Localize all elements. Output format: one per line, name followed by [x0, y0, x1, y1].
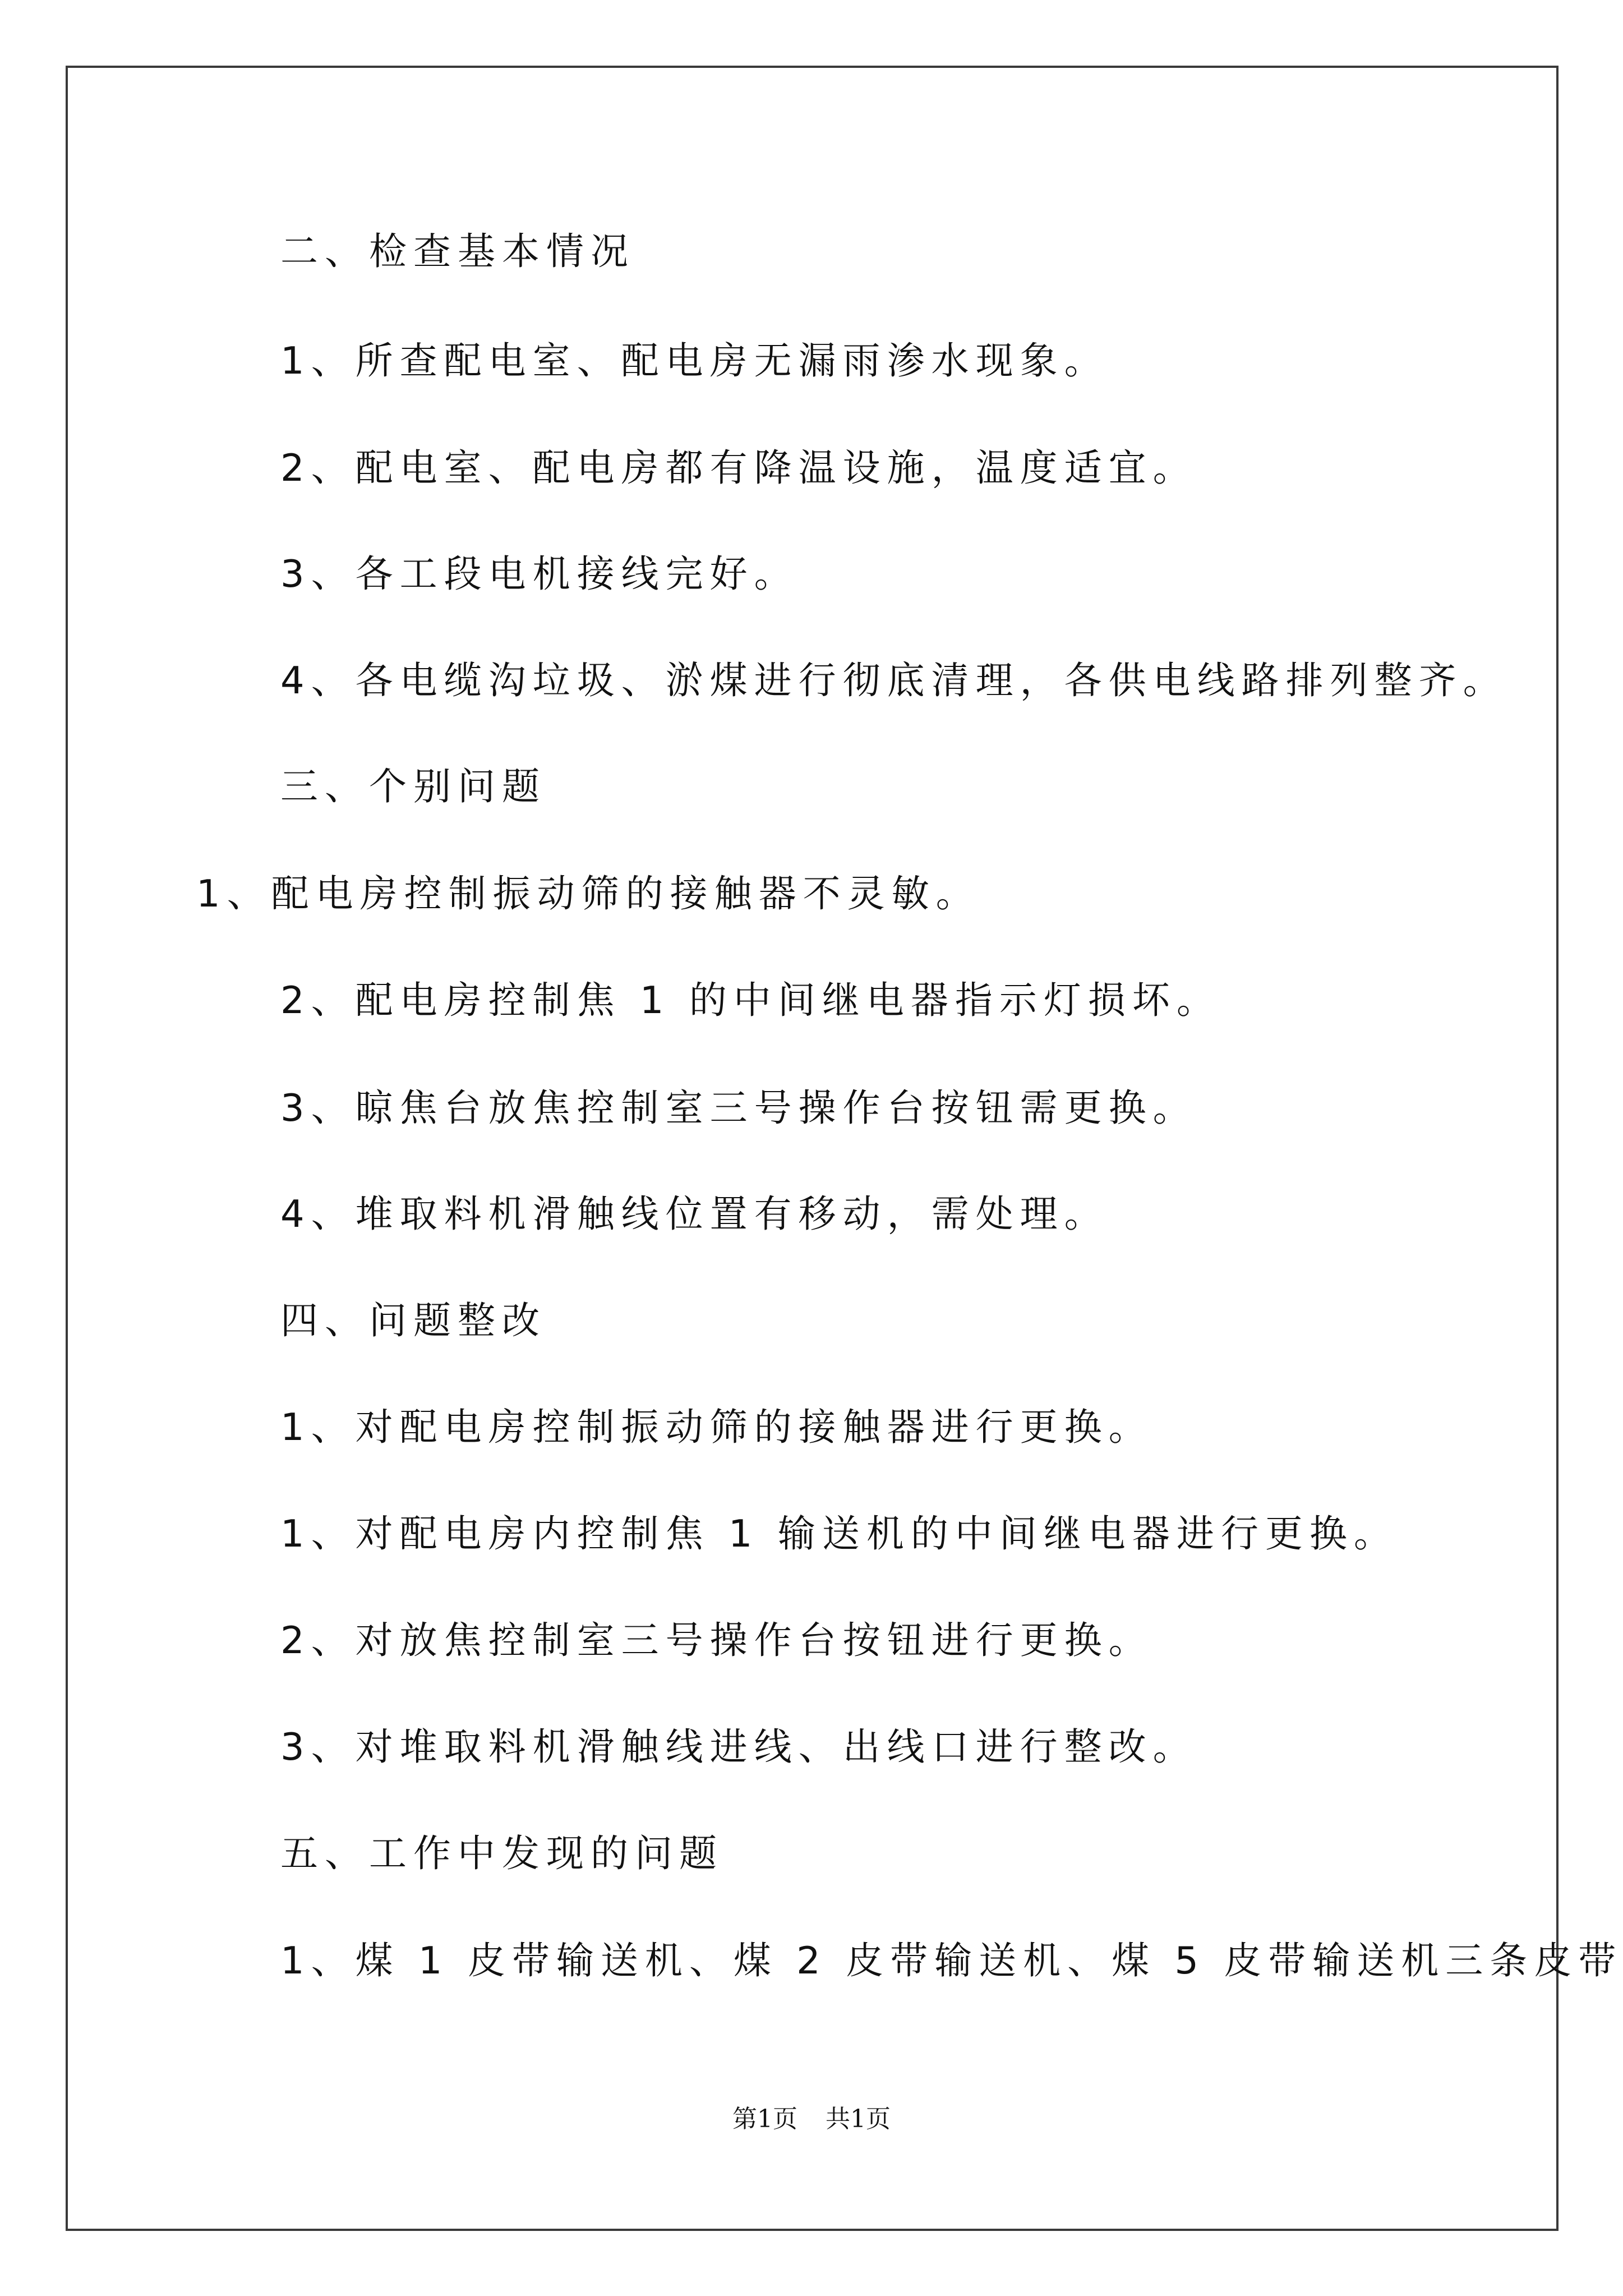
page-border [66, 66, 1559, 2231]
paragraph-line: 4、各电缆沟垃圾、淤煤进行彻底清理，各供电线路排列整齐。 [280, 659, 1507, 702]
paragraph-line: 4、堆取料机滑触线位置有移动，需处理。 [280, 1192, 1109, 1236]
paragraph-line: 3、各工段电机接线完好。 [280, 552, 799, 596]
page-footer [0, 2104, 1623, 2135]
paragraph-line: 1、配电房控制振动筛的接触器不灵敏。 [196, 872, 980, 915]
section-heading-issues: 三、个别问题 [280, 765, 546, 808]
paragraph-line: 2、配电室、配电房都有降温设施，温度适宜。 [280, 446, 1197, 490]
paragraph-line: 1、所查配电室、配电房无漏雨渗水现象。 [280, 339, 1109, 383]
paragraph-line: 2、配电房控制焦 1 的中间继电器指示灯损坏。 [280, 978, 1221, 1022]
paragraph-line: 1、对配电房控制振动筛的接触器进行更换。 [280, 1405, 1153, 1449]
paragraph-line: 1、对配电房内控制焦 1 输送机的中间继电器进行更换。 [280, 1512, 1398, 1556]
paragraph-line: 3、对堆取料机滑触线进线、出线口进行整改。 [280, 1725, 1197, 1769]
section-heading-inspection: 二、检查基本情况 [280, 229, 635, 273]
paragraph-line: 2、对放焦控制室三号操作台按钮进行更换。 [280, 1618, 1153, 1662]
page-total: 共1页 [826, 2105, 891, 2133]
paragraph-line: 3、晾焦台放焦控制室三号操作台按钮需更换。 [280, 1086, 1197, 1130]
section-heading-rectification: 四、问题整改 [280, 1299, 546, 1342]
paragraph-line: 1、煤 1 皮带输送机、煤 2 皮带输送机、煤 5 皮带输送机三条皮带 [280, 1939, 1623, 1982]
section-heading-findings: 五、工作中发现的问题 [280, 1832, 723, 1875]
page-number: 第1页 [732, 2105, 797, 2133]
